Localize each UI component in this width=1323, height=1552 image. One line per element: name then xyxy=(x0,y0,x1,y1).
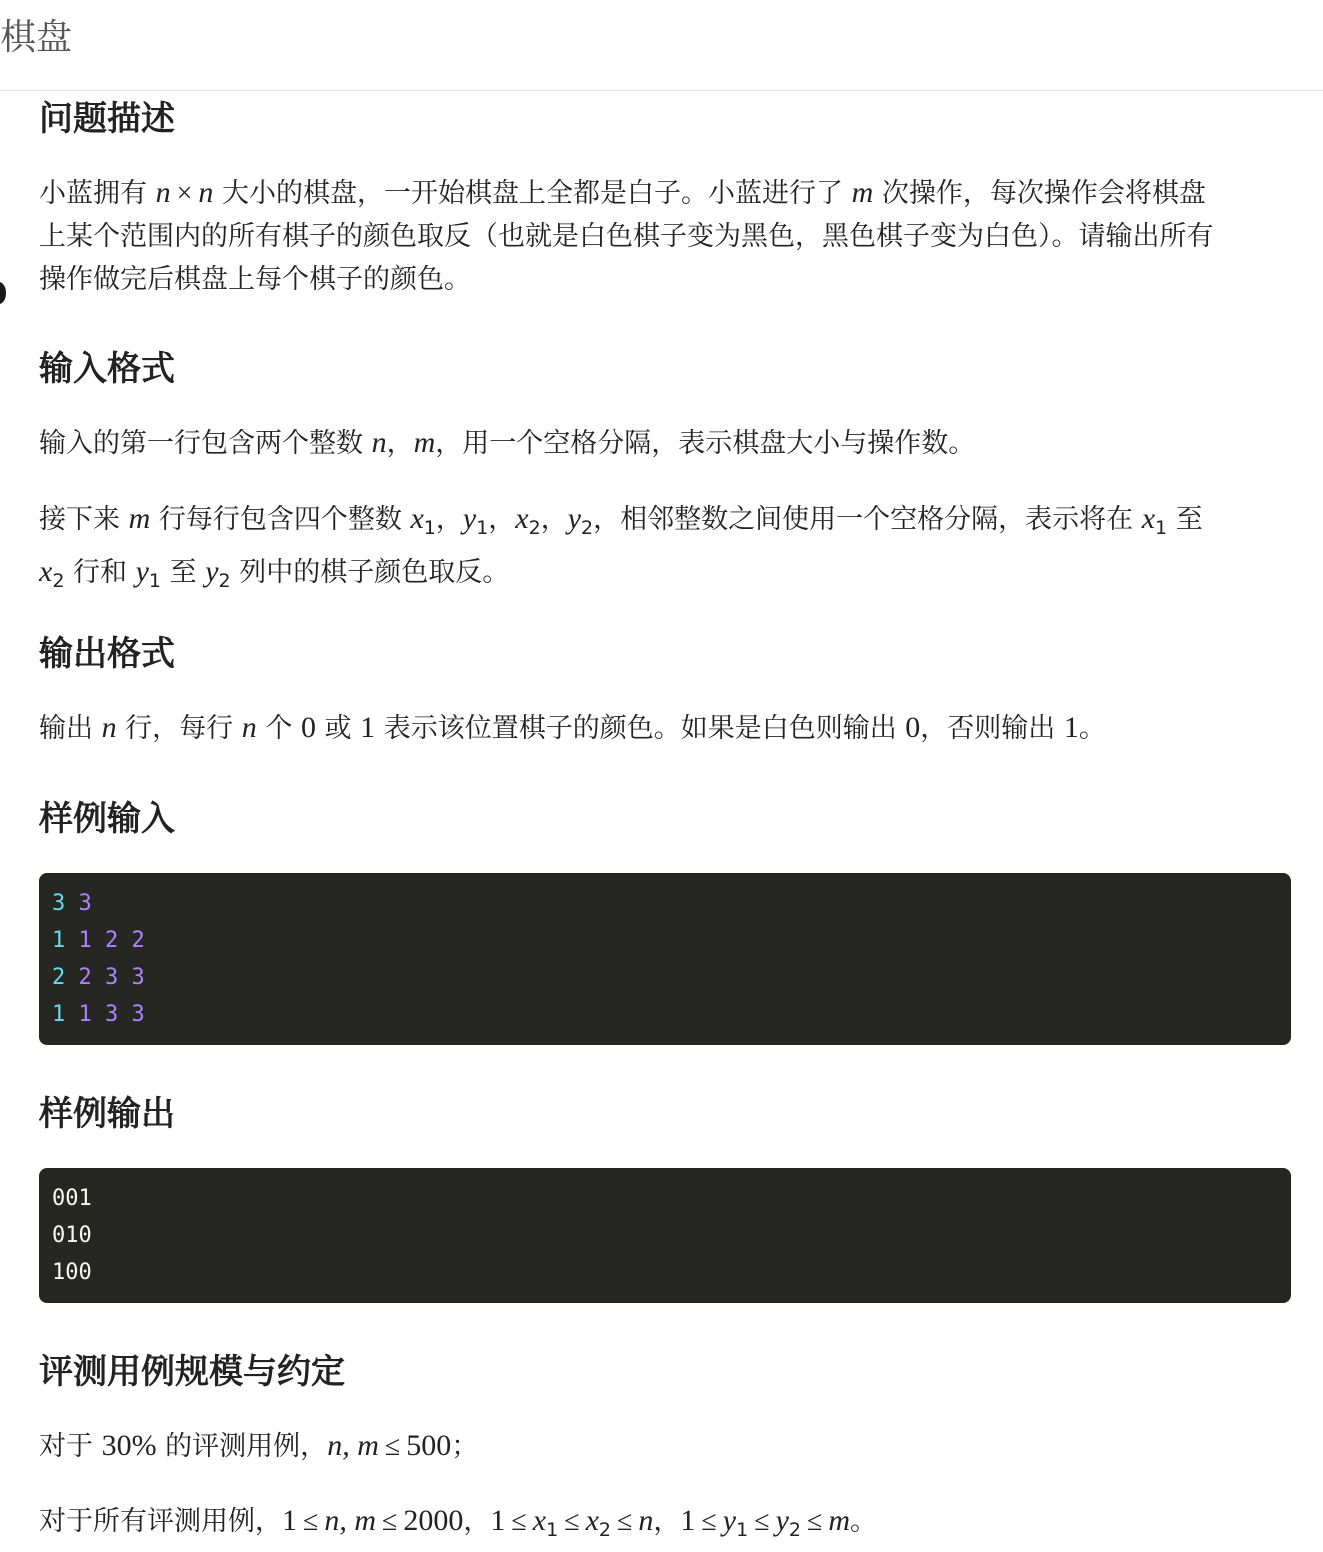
side-handle-icon[interactable] xyxy=(0,282,6,304)
code-line: 2 2 3 3 xyxy=(52,965,145,990)
code-line: 3 3 xyxy=(52,891,92,916)
code-line: 001 xyxy=(52,1186,92,1211)
page-title: 棋盘 xyxy=(0,17,73,58)
section-title-limits: 评测用例规模与约定 xyxy=(39,1352,345,1392)
input-format-text-2: 接下来 m 行每行包含四个整数 $x_1$，$y_1$，$x_2$，$y_2$，相邻整数之间使用一个空格分隔，表示将在 $x_1$ 至 $x_2$ 行和 $y_1$ 至 $y_2$ 列中的棋子颜色取反。 xyxy=(39,502,1203,592)
section-title-output: 输出格式 xyxy=(39,634,175,674)
input-format-text-1: 输入的第一行包含两个整数 n，m，用一个空格分隔，表示棋盘大小与操作数。 xyxy=(39,426,976,459)
section-title-sample-input: 样例输入 xyxy=(39,799,175,839)
section-title-input: 输入格式 xyxy=(39,349,175,389)
limits-text-2: 对于所有评测用例，1 ≤ n, m ≤ 2000，$1 \le x_1 \le x_2 \le n$，$1 \le y_1 \le y_2 \le m$。 xyxy=(39,1504,878,1541)
section-title-description: 问题描述 xyxy=(39,99,175,139)
sample-output-codeblock[interactable] xyxy=(39,1168,1291,1303)
sample-input-codeblock[interactable] xyxy=(39,873,1291,1045)
output-format-text: 输出 n 行，每行 n 个 0 或 1 表示该位置棋子的颜色。如果是白色则输出 0，否则输出 1。 xyxy=(39,711,1106,744)
limits-text-1: 对于 30% 的评测用例，n, m ≤ 500； xyxy=(39,1429,479,1462)
code-line: 010 xyxy=(52,1223,92,1248)
code-line: 1 1 3 3 xyxy=(52,1002,145,1027)
title-bar xyxy=(0,0,1323,91)
section-title-sample-output: 样例输出 xyxy=(39,1094,175,1134)
description-text: 小蓝拥有 n × n 大小的棋盘，一开始棋盘上全都是白子。小蓝进行了 m 次操作，每次操作会将棋盘 上某个范围内的所有棋子的颜色取反（也就是白色棋子变为黑色，黑色棋子变为白色）。请输出所有 操作做完后棋盘上每个棋子的颜色。 xyxy=(39,176,1214,295)
code-line: 1 1 2 2 xyxy=(52,928,145,953)
code-line: 100 xyxy=(52,1260,92,1285)
